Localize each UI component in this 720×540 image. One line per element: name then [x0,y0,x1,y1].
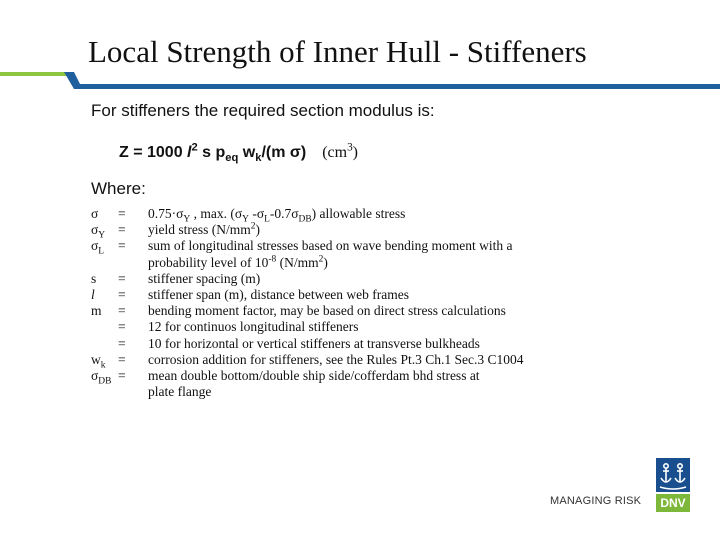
definition-text: sum of longitudinal stresses based on wave bending moment with a [148,238,513,254]
definition-row [91,384,523,400]
definition-equals: = [118,270,126,286]
slide-title: Local Strength of Inner Hull - Stiffeners [88,34,587,69]
definition-row [91,368,523,384]
definition-text: mean double bottom/double ship side/cofferdam bhd stress at [148,368,480,384]
definition-symbol: m [91,303,102,319]
definition-row [91,336,523,352]
definition-text: plate flange [148,384,212,400]
section-modulus-formula: Z = 1000 $l^2$ s $p_{eq}$ $w_k/(m$ σ) $(cm^3)$ [119,141,358,165]
definition-row [91,303,523,319]
title-rule-blue [74,84,720,89]
definition-symbol: σ [91,206,99,221]
where-label: Where: [91,179,146,198]
definition-equals: = [118,222,126,238]
definition-row [91,319,523,335]
definition-symbol: $\sigma_L$ [91,238,105,258]
definition-equals [118,255,148,271]
definition-row [91,271,523,287]
definition-text: 12 for continuos longitudinal stiffeners [148,319,359,335]
definition-symbol: s [91,270,97,286]
definition-symbol: l [91,287,95,303]
intro-text: For stiffeners the required section modulus is: [91,101,435,120]
dnv-logo-text: DNV [656,494,690,512]
managing-risk-tagline: MANAGING RISK [550,495,642,507]
title-rule-green [0,72,74,76]
definition-equals: = [118,335,126,351]
definition-row [91,287,523,303]
definition-text: stiffener spacing (m) [148,270,261,286]
definition-text: $0.75\cdot\sigma_Y$ , max. ($\sigma_Y$ $-\sigma_L-0.7\sigma_{DB}$) allowable stress [148,206,406,225]
definition-row [91,206,523,222]
definition-row [91,238,523,254]
definition-symbol: $\sigma_{DB}$ [91,368,112,387]
definition-equals: = [118,319,126,335]
definition-text: corrosion addition for stiffeners, see the Rules Pt.3 Ch.1 Sec.3 C1004 [148,351,524,367]
definition-equals: = [118,351,126,367]
ship-anchor-logo-icon [656,458,690,492]
definition-text: bending moment factor, may be based on direct stress calculations [148,303,506,319]
definition-equals: = [118,303,126,319]
dnv-logo [656,458,690,512]
definition-symbol [91,255,118,271]
definition-equals: = [118,287,126,303]
definition-equals: = [118,238,126,254]
definition-row [91,255,523,271]
definition-symbol: $\sigma_Y$ [91,222,106,241]
definition-equals: = [118,368,126,384]
definition-text: yield stress $(N/mm^2)$ [148,221,260,238]
definition-text: stiffener span (m), distance between web frames [148,287,410,303]
definition-symbol [91,319,118,335]
slide-body [91,100,651,400]
definitions-table [91,206,523,400]
definition-text: 10 for horizontal or vertical stiffeners at transverse bulkheads [148,335,480,351]
definition-symbol: $w_k$ [91,351,106,371]
definition-symbol [91,336,118,352]
definition-equals: = [118,206,126,221]
definition-equals [118,384,148,400]
definition-text: probability level of $10^{-8}$ $(N/mm^2)$ [148,254,328,270]
definition-row [91,352,523,368]
